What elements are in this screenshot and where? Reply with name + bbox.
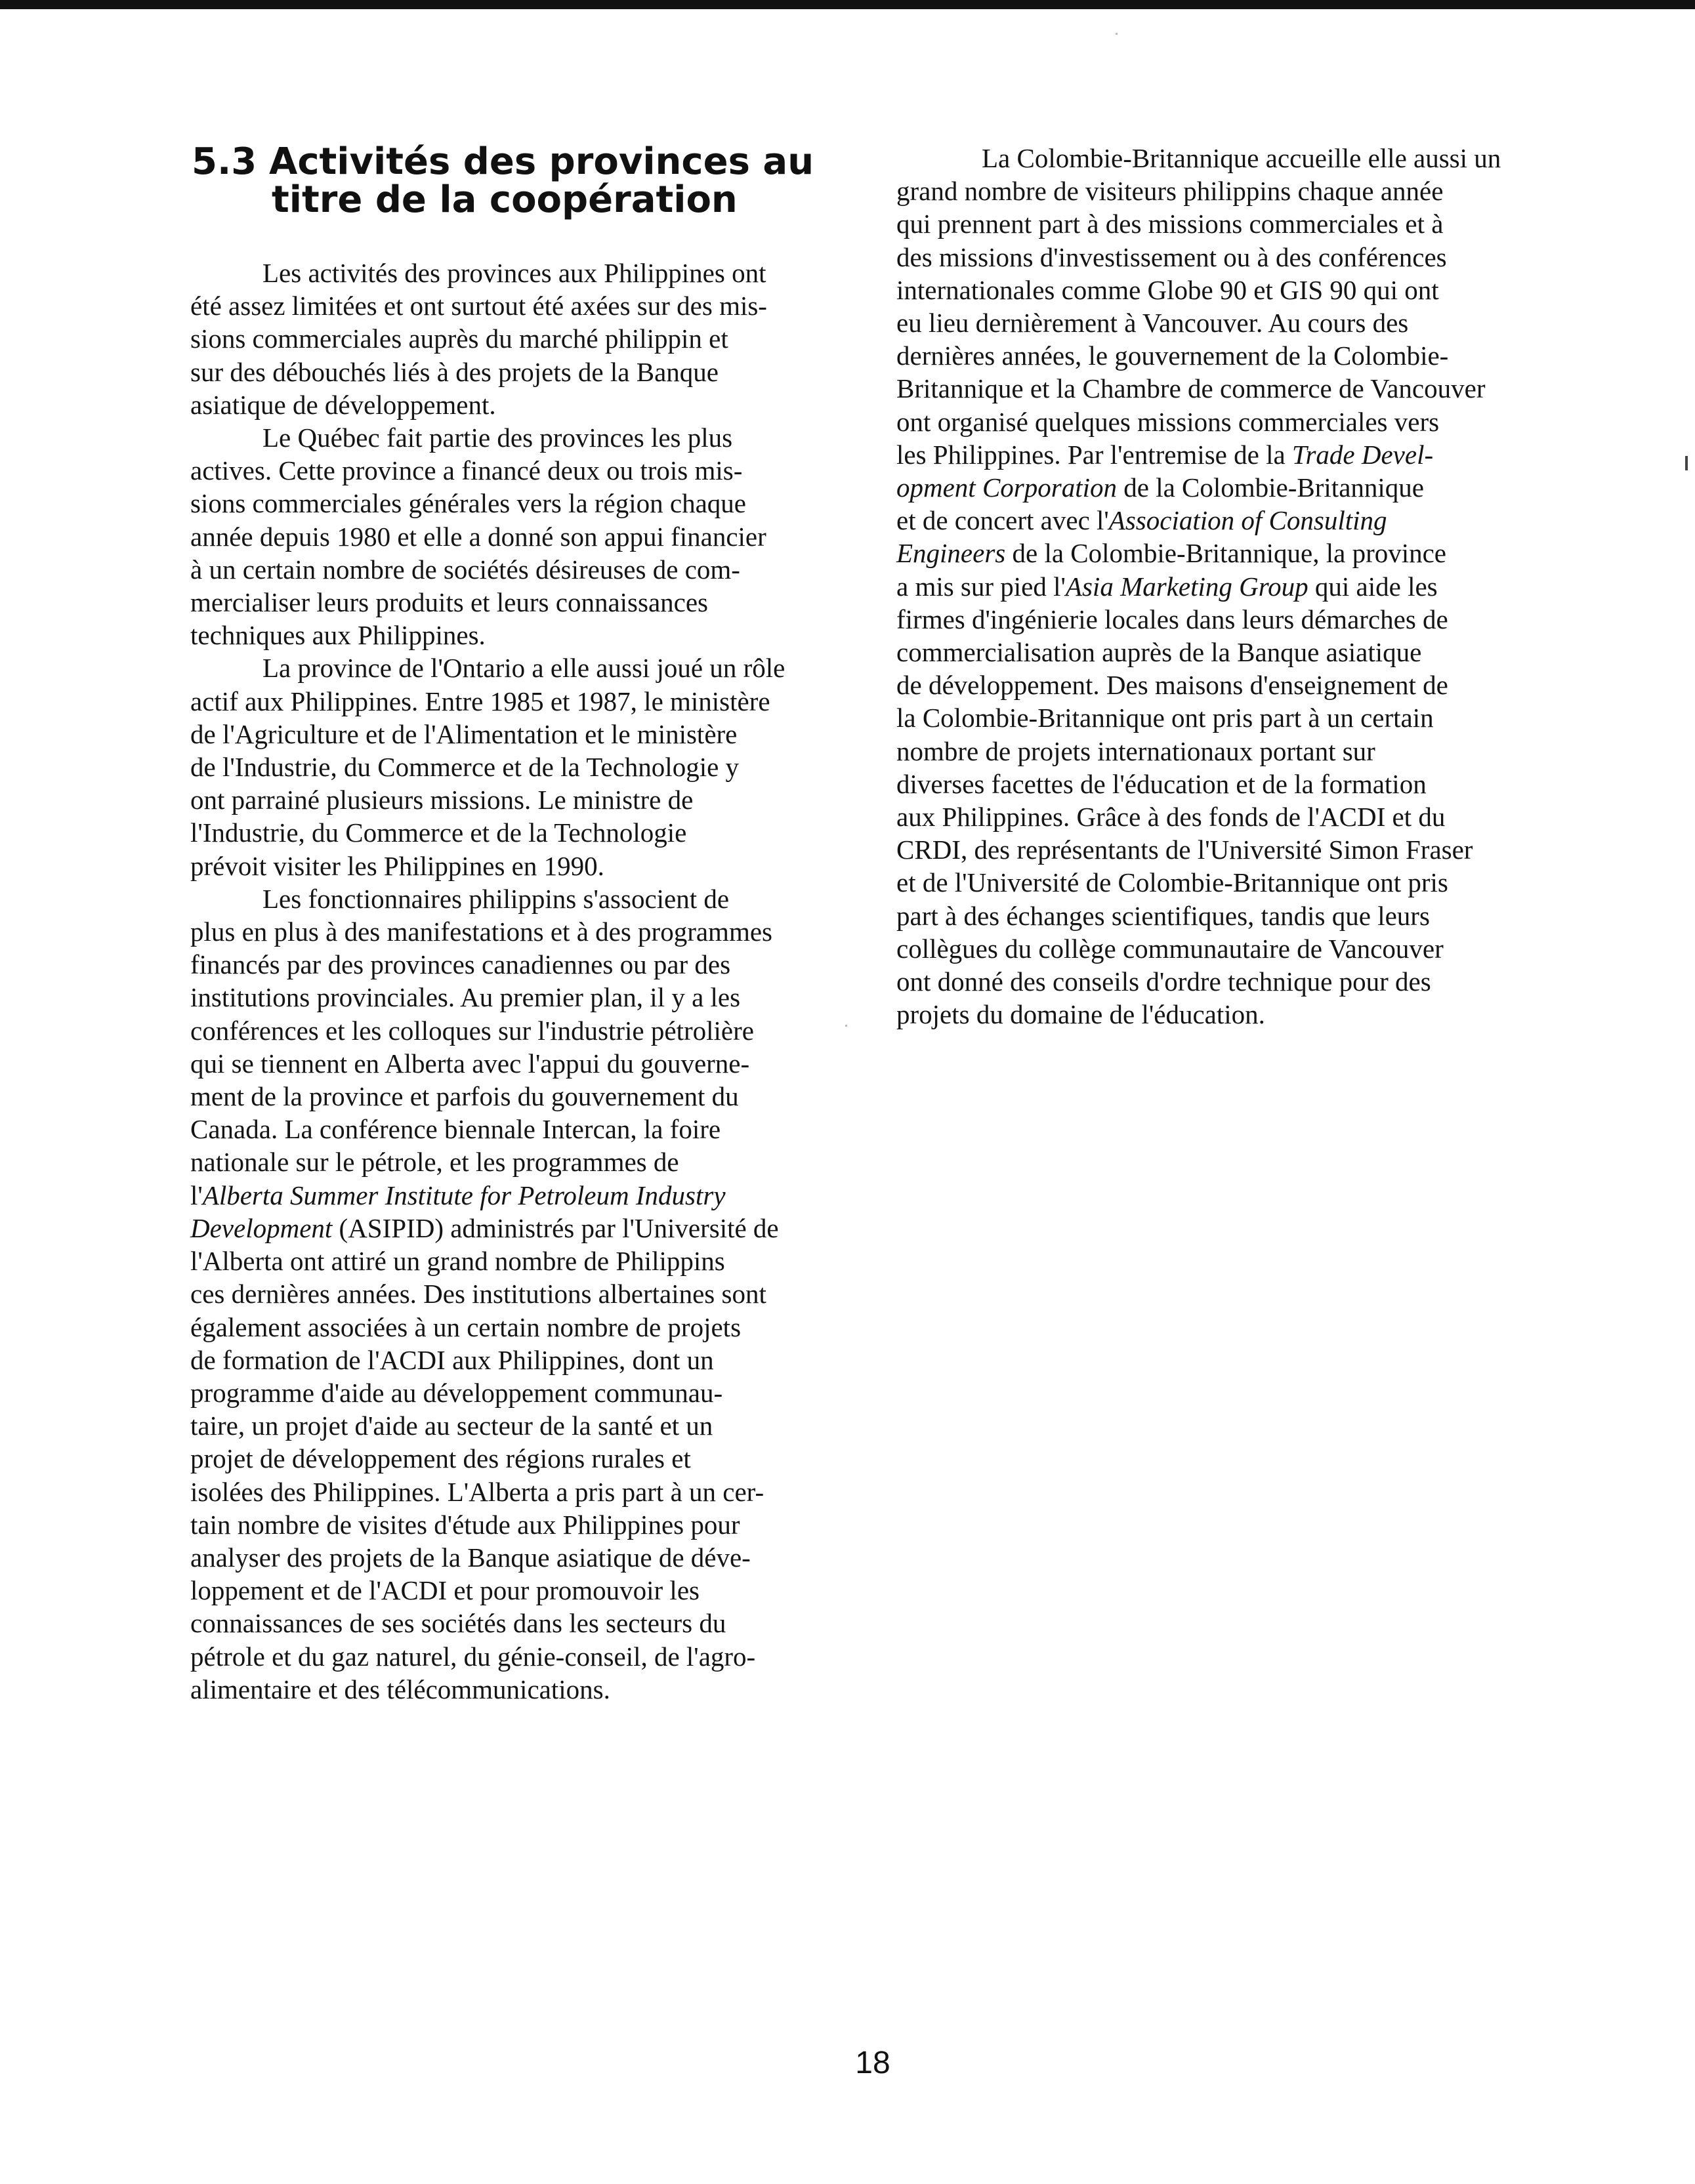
text-line: ces dernières années. Des institutions albertaines sont — [190, 1279, 766, 1309]
text-line: tain nombre de visites d'étude aux Philippines pour — [190, 1509, 740, 1540]
text-line: de l'Agriculture et de l'Alimentation et le ministère — [190, 718, 738, 749]
text-line: commercialisation auprès de la Banque asiatique — [896, 637, 1422, 668]
text-line: année depuis 1980 et elle a donné son appui financier — [190, 521, 766, 552]
text-line: à un certain nombre de sociétés désireuses de com- — [190, 554, 740, 585]
text-line: La province de l'Ontario a elle aussi joué un rôle — [262, 653, 785, 684]
text-line: et de l'Université de Colombie-Britannique ont pris — [896, 867, 1448, 898]
text-line: opment Corporation de la Colombie-Britannique — [896, 472, 1424, 503]
text-line: de développement. Des maisons d'enseignement de — [896, 670, 1448, 701]
text-line: Britannique et la Chambre de commerce de Vancouver — [896, 373, 1486, 404]
text-line: la Colombie-Britannique ont pris part à un certain — [896, 703, 1434, 733]
section-number: 5.3 — [192, 140, 257, 183]
text-line: ment de la province et parfois du gouvernement du — [190, 1081, 739, 1112]
text-line: CRDI, des représentants de l'Université Simon Fraser — [896, 834, 1473, 865]
page-number: 18 — [855, 2046, 890, 2080]
scan-speck — [845, 1025, 847, 1027]
text-line: Le Québec fait partie des provinces les plus — [262, 422, 733, 453]
text-line: ont donné des conseils d'ordre technique pour des — [896, 966, 1431, 997]
text-line: eu lieu dernièrement à Vancouver. Au cours des — [896, 308, 1409, 339]
text-line: nombre de projets internationaux portant sur — [896, 735, 1375, 766]
text-line: dernières années, le gouvernement de la Colombie- — [896, 340, 1449, 371]
scan-top-border — [0, 0, 1695, 9]
text-line: l'Alberta Summer Institute for Petroleum Industry — [190, 1180, 726, 1210]
text-line: l'Alberta ont attiré un grand nombre de Philippins — [190, 1246, 725, 1277]
text-line: financés par des provinces canadiennes ou par des — [190, 949, 731, 980]
text-line: diverses facettes de l'éducation et de la formation — [896, 768, 1427, 799]
text-line: actives. Cette province a financé deux ou trois mis- — [190, 455, 743, 486]
text-line: a mis sur pied l'Asia Marketing Group qui aide les — [896, 571, 1438, 602]
text-line: firmes d'ingénierie locales dans leurs démarches de — [896, 604, 1448, 634]
text-line: internationales comme Globe 90 et GIS 90 qui ont — [896, 274, 1439, 305]
text-line: pétrole et du gaz naturel, du génie-conseil, de l'agro- — [190, 1641, 756, 1672]
text-line: plus en plus à des manifestations et à des programmes — [190, 917, 772, 947]
text-line: Les fonctionnaires philippins s'associent de — [262, 883, 730, 914]
text-line: projet de développement des régions rurales et — [190, 1443, 691, 1474]
text-line: Les activités des provinces aux Philippines ont — [262, 258, 766, 288]
text-line: ont organisé quelques missions commerciales vers — [896, 406, 1440, 437]
scan-edge-mark — [1685, 456, 1688, 470]
text-line: analyser des projets de la Banque asiatique de déve- — [190, 1542, 751, 1573]
text-line: de l'Industrie, du Commerce et de la Technologie y — [190, 752, 740, 783]
text-line: conférences et les colloques sur l'industrie pétrolière — [190, 1015, 754, 1046]
text-line: programme d'aide au développement communau- — [190, 1377, 723, 1408]
text-line: projets du domaine de l'éducation. — [896, 999, 1265, 1030]
text-line: sions commerciales générales vers la région chaque — [190, 488, 746, 519]
section-title-line2: titre de la coopération — [272, 178, 738, 221]
text-line: asiatique de développement. — [190, 389, 496, 420]
text-line: actif aux Philippines. Entre 1985 et 1987, le ministère — [190, 686, 770, 716]
text-line: prévoit visiter les Philippines en 1990. — [190, 850, 604, 881]
text-line: des missions d'investissement ou à des conférences — [896, 241, 1447, 272]
text-line: La Colombie-Britannique accueille elle aussi un — [982, 143, 1501, 173]
text-line: nationale sur le pétrole, et les programmes de — [190, 1147, 679, 1178]
text-line: connaissances de ses sociétés dans les secteurs du — [190, 1608, 726, 1639]
text-line: également associées à un certain nombre de projets — [190, 1311, 742, 1342]
left-text-column — [190, 257, 847, 1706]
text-line: été assez limitées et ont surtout été axées sur des mis- — [190, 291, 767, 321]
text-line: Engineers de la Colombie-Britannique, la province — [896, 538, 1447, 569]
text-line: taire, un projet d'aide au secteur de la santé et un — [190, 1411, 713, 1441]
section-heading — [192, 140, 887, 221]
section-title-line1: Activités des provinces au — [269, 140, 814, 183]
right-text-column — [896, 142, 1553, 1031]
text-line: qui se tiennent en Alberta avec l'appui du gouverne- — [190, 1048, 750, 1079]
text-line: institutions provinciales. Au premier plan, il y a les — [190, 982, 741, 1013]
text-line: et de concert avec l'Association of Consulting — [896, 505, 1387, 536]
text-line: Development (ASIPID) administrés par l'Université de — [190, 1212, 779, 1243]
text-line: loppement et de l'ACDI et pour promouvoir les — [190, 1575, 700, 1606]
text-line: Canada. La conférence biennale Intercan, la foire — [190, 1114, 721, 1145]
text-line: mercialiser leurs produits et leurs connaissances — [190, 587, 708, 618]
text-line: qui prennent part à des missions commerciales et à — [896, 209, 1444, 239]
text-line: sur des débouchés liés à des projets de la Banque — [190, 356, 719, 387]
text-line: de formation de l'ACDI aux Philippines, dont un — [190, 1344, 714, 1375]
text-line: sions commerciales auprès du marché philippin et — [190, 323, 728, 354]
text-line: aux Philippines. Grâce à des fonds de l'ACDI et du — [896, 802, 1446, 833]
text-line: techniques aux Philippines. — [190, 620, 486, 651]
text-line: grand nombre de visiteurs philippins chaque année — [896, 176, 1444, 207]
text-line: ont parrainé plusieurs missions. Le ministre de — [190, 785, 694, 815]
scan-speck — [1116, 33, 1118, 35]
text-line: part à des échanges scientifiques, tandis que leurs — [896, 900, 1430, 931]
text-line: alimentaire et des télécommunications. — [190, 1674, 610, 1704]
text-line: collègues du collège communautaire de Vancouver — [896, 933, 1444, 964]
text-line: isolées des Philippines. L'Alberta a pris part à un cer- — [190, 1476, 764, 1507]
text-line: l'Industrie, du Commerce et de la Technologie — [190, 817, 687, 848]
text-line: les Philippines. Par l'entremise de la Trade Devel- — [896, 439, 1434, 470]
